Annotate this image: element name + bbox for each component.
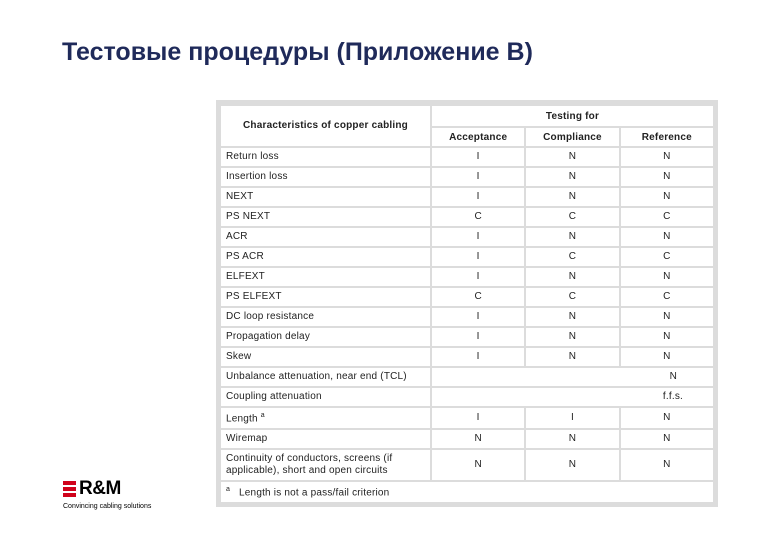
row-name: PS ACR (221, 248, 430, 266)
row-name: ACR (221, 228, 430, 246)
table-row (221, 368, 713, 386)
table-row (221, 348, 713, 366)
table-row (221, 308, 713, 326)
table-footnote-row (221, 482, 713, 502)
cell-compliance: N (526, 328, 618, 346)
header-compliance: Compliance (526, 128, 618, 146)
table-row (221, 388, 713, 406)
cell-reference: N (621, 148, 713, 166)
cell-reference: C (621, 248, 713, 266)
test-procedures-table-frame (216, 100, 718, 507)
row-name: Continuity of conductors, screens (if applicable), short and open circuits (221, 450, 430, 480)
cell-compliance: C (526, 248, 618, 266)
table-row (221, 408, 713, 428)
header-reference: Reference (621, 128, 713, 146)
cell-compliance: N (526, 348, 618, 366)
cell-acceptance: I (432, 408, 524, 428)
cell-reference: C (621, 208, 713, 226)
cell-reference: N (621, 408, 713, 428)
cell-acceptance: I (432, 228, 524, 246)
row-name-text: Length (226, 412, 258, 424)
cell-compliance: I (526, 408, 618, 428)
cell-compliance: N (526, 148, 618, 166)
cell-compliance: C (526, 208, 618, 226)
cell-acceptance: I (432, 268, 524, 286)
cell-merged-value: f.f.s. (432, 388, 713, 406)
row-name: Return loss (221, 148, 430, 166)
cell-compliance: N (526, 430, 618, 448)
page-title: Тестовые процедуры (Приложение B) (62, 38, 533, 66)
cell-reference: N (621, 450, 713, 480)
cell-compliance: N (526, 228, 618, 246)
table-row (221, 168, 713, 186)
row-name: Unbalance attenuation, near end (TCL) (221, 368, 430, 386)
footnote-marker: a (226, 485, 231, 493)
cell-compliance: N (526, 188, 618, 206)
table-row (221, 188, 713, 206)
cell-reference: N (621, 348, 713, 366)
row-name: ELFEXT (221, 268, 430, 286)
table-row (221, 228, 713, 246)
cell-reference: N (621, 168, 713, 186)
row-name: PS NEXT (221, 208, 430, 226)
row-name: Propagation delay (221, 328, 430, 346)
row-name (221, 408, 430, 428)
cell-acceptance: I (432, 188, 524, 206)
cell-acceptance: I (432, 148, 524, 166)
cell-acceptance: C (432, 288, 524, 306)
header-testing-for: Testing for (432, 106, 713, 126)
cell-acceptance: I (432, 308, 524, 326)
cell-acceptance: I (432, 168, 524, 186)
cell-reference: N (621, 228, 713, 246)
row-name: NEXT (221, 188, 430, 206)
cell-reference: C (621, 288, 713, 306)
rm-logo-mark-icon (63, 481, 76, 498)
cell-reference: N (621, 188, 713, 206)
logo-tagline: Convincing cabling solutions (63, 503, 152, 510)
rm-logo (63, 478, 173, 518)
logo-text: R&M (79, 478, 121, 499)
row-name: PS ELFEXT (221, 288, 430, 306)
footnote-text: Length is not a pass/fail criterion (239, 487, 390, 499)
cell-compliance: C (526, 288, 618, 306)
test-procedures-table (219, 104, 715, 504)
cell-reference: N (621, 308, 713, 326)
table-row (221, 328, 713, 346)
cell-reference: N (621, 328, 713, 346)
cell-acceptance: I (432, 248, 524, 266)
footnote-ref: a (260, 411, 265, 419)
cell-acceptance: N (432, 450, 524, 480)
cell-acceptance: N (432, 430, 524, 448)
table-row (221, 288, 713, 306)
header-characteristics: Characteristics of copper cabling (221, 106, 430, 146)
header-acceptance: Acceptance (432, 128, 524, 146)
table-row (221, 430, 713, 448)
row-name: Insertion loss (221, 168, 430, 186)
cell-reference: N (621, 268, 713, 286)
cell-compliance: N (526, 308, 618, 326)
row-name: Wiremap (221, 430, 430, 448)
cell-merged-value: N (432, 368, 713, 386)
cell-compliance: N (526, 450, 618, 480)
table-row (221, 148, 713, 166)
table-row (221, 208, 713, 226)
table-row (221, 248, 713, 266)
row-name: DC loop resistance (221, 308, 430, 326)
row-name: Coupling attenuation (221, 388, 430, 406)
cell-compliance: N (526, 268, 618, 286)
cell-acceptance: I (432, 328, 524, 346)
cell-acceptance: C (432, 208, 524, 226)
row-name: Skew (221, 348, 430, 366)
cell-compliance: N (526, 168, 618, 186)
table-footnote (221, 482, 713, 502)
table-row (221, 450, 713, 480)
cell-reference: N (621, 430, 713, 448)
cell-acceptance: I (432, 348, 524, 366)
table-row (221, 268, 713, 286)
